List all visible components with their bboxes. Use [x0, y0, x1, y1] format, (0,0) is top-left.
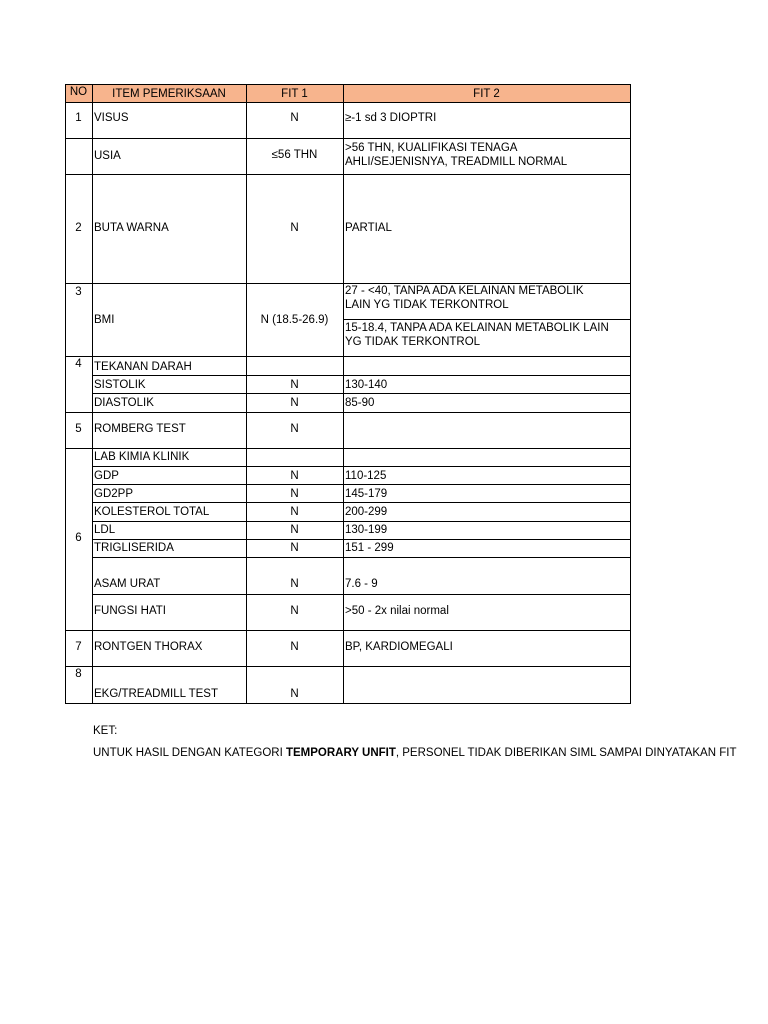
fit2-value: 110-125	[345, 470, 387, 482]
item-label: GDP	[94, 470, 119, 482]
note-text-bold: TEMPORARY UNFIT	[285, 747, 396, 759]
header-item: ITEM PEMERIKSAAN	[112, 88, 226, 100]
note-text-pre: UNTUK HASIL DENGAN KATEGORI	[93, 747, 286, 759]
item-label: ASAM URAT	[94, 578, 161, 590]
item-label: TRIGLISERIDA	[94, 542, 174, 554]
row-no: 4	[75, 358, 82, 370]
item-label: SISTOLIK	[94, 379, 146, 391]
fit2-value: 130-140	[345, 379, 388, 391]
fit1-value: N	[290, 488, 299, 500]
item-label: RONTGEN THORAX	[94, 641, 203, 653]
fit2-value: 145-179	[345, 488, 388, 500]
item-label: EKG/TREADMILL TEST	[94, 688, 218, 700]
fit2-value: YG TIDAK TERKONTROL	[345, 336, 481, 348]
fit2-value: AHLI/SEJENISNYA, TREADMILL NORMAL	[345, 156, 568, 168]
fit2-value: >50 - 2x nilai normal	[345, 605, 449, 617]
fit2-value: 200-299	[345, 506, 388, 518]
fit2-value: 27 - <40, TANPA ADA KELAINAN METABOLIK	[345, 285, 584, 297]
fit2-value: 7.6 - 9	[345, 578, 378, 590]
row-no: 1	[75, 112, 82, 124]
fit2-value: 130-199	[345, 524, 388, 536]
item-label: BUTA WARNA	[94, 222, 169, 234]
item-label: KOLESTEROL TOTAL	[94, 506, 210, 518]
fit2-value: LAIN YG TIDAK TERKONTROL	[345, 299, 509, 311]
fit1-value: N	[290, 578, 299, 590]
fit1-value: N	[290, 542, 299, 554]
item-label: GD2PP	[94, 488, 133, 500]
fit2-value: >56 THN, KUALIFIKASI TENAGA	[345, 142, 518, 154]
header-fit1: FIT 1	[281, 88, 308, 100]
row-no: 3	[75, 286, 82, 298]
fit1-value: N	[290, 423, 299, 435]
item-label: BMI	[94, 314, 115, 326]
item-label: VISUS	[94, 112, 129, 124]
fit2-value: 151 - 299	[345, 542, 394, 554]
fit1-value: N	[290, 524, 299, 536]
fit1-value: N	[290, 688, 299, 700]
item-label: FUNGSI HATI	[94, 605, 166, 617]
fit1-value: N	[290, 470, 299, 482]
fit2-value: 85-90	[345, 397, 375, 409]
header-no: NO	[69, 86, 88, 98]
header-fit2: FIT 2	[473, 88, 500, 100]
fit1-value: N	[290, 222, 299, 234]
fit1-value: N	[290, 397, 299, 409]
row-no: 2	[75, 222, 82, 234]
note-label: KET:	[93, 725, 118, 737]
item-label: LDL	[94, 524, 116, 536]
fit1-value: N	[290, 112, 299, 124]
fit2-value: PARTIAL	[345, 222, 392, 234]
row-no: 5	[75, 423, 82, 435]
row-no: 8	[75, 668, 82, 680]
fit1-value: N	[290, 605, 299, 617]
fit1-value: N	[290, 641, 299, 653]
fit1-value: N	[290, 506, 299, 518]
item-label: USIA	[94, 150, 121, 162]
note-text	[93, 746, 737, 760]
item-label: ROMBERG TEST	[94, 423, 186, 435]
item-label: LAB KIMIA KLINIK	[94, 451, 190, 463]
note	[93, 724, 737, 760]
fit2-value: 15-18.4, TANPA ADA KELAINAN METABOLIK LAIN	[345, 322, 609, 334]
row-no: 6	[75, 532, 82, 544]
fit2-value: BP, KARDIOMEGALI	[345, 641, 453, 653]
item-label: TEKANAN DARAH	[94, 361, 192, 373]
item-label: DIASTOLIK	[94, 397, 154, 409]
note-text-post: , PERSONEL TIDAK DIBERIKAN SIML SAMPAI DINYATAKAN FIT	[395, 747, 737, 759]
fit1-value: ≤56 THN	[271, 149, 318, 161]
fit1-value: N	[290, 379, 299, 391]
fit2-value: ≥-1 sd 3 DIOPTRI	[345, 112, 437, 124]
fit1-value: N (18.5-26.9)	[260, 314, 329, 326]
row-no: 7	[75, 641, 82, 653]
